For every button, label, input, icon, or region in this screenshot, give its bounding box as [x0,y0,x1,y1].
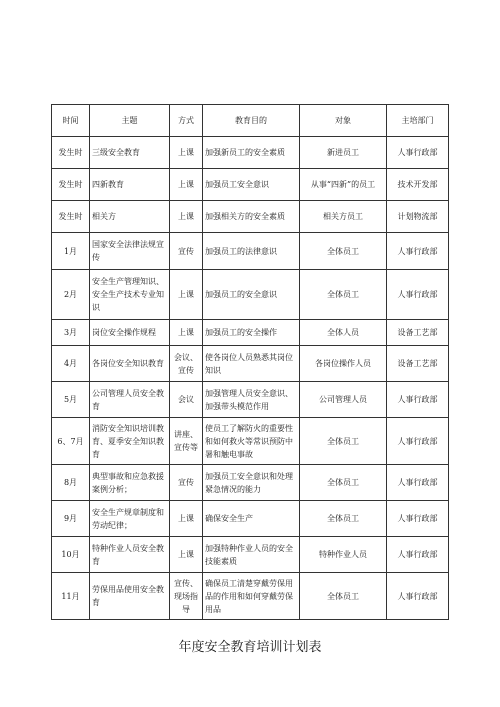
cell-time: 发生时 [52,201,90,233]
cell-topic: 特种作业人员安全教育 [90,537,170,573]
header-row [52,105,449,137]
cell-purpose: 加强相关方的安全素质 [203,201,300,233]
cell-method: 会议、宣传 [170,346,203,382]
cell-audience: 各岗位操作人员 [300,346,387,382]
table-row [52,169,449,201]
cell-department: 技术开发部 [387,169,449,201]
cell-department: 人事行政部 [387,537,449,573]
cell-topic: 劳保用品使用安全教育 [90,573,170,620]
header-cell-department: 主培部门 [387,105,449,137]
cell-method: 宣传、现场指导 [170,573,203,620]
cell-department: 人事行政部 [387,137,449,169]
cell-time: 发生时 [52,137,90,169]
cell-topic: 各岗位安全知识教育 [90,346,170,382]
table-row [52,137,449,169]
cell-method: 宣传 [170,465,203,501]
cell-time: 9月 [52,501,90,537]
cell-time: 2月 [52,270,90,320]
cell-time: 10月 [52,537,90,573]
table-row [52,320,449,346]
cell-purpose: 加强员工安全意识和处理紧急情况的能力 [203,465,300,501]
cell-department: 人事行政部 [387,573,449,620]
cell-audience: 特种作业人员 [300,537,387,573]
header-cell-topic: 主题 [90,105,170,137]
cell-audience: 全体员工 [300,501,387,537]
cell-topic: 国家安全法律法规宣传 [90,233,170,270]
table-row [52,233,449,270]
cell-method: 会议 [170,382,203,418]
header-cell-purpose: 教育目的 [203,105,300,137]
cell-time: 6、7月 [52,418,90,465]
cell-department: 人事行政部 [387,418,449,465]
header-cell-audience: 对象 [300,105,387,137]
cell-department: 人事行政部 [387,270,449,320]
cell-method: 上课 [170,201,203,233]
cell-method: 上课 [170,320,203,346]
table-row [52,346,449,382]
table-row [52,270,449,320]
cell-purpose: 使各岗位人员熟悉其岗位知识 [203,346,300,382]
cell-topic: 典型事故和应急救援案例分析； [90,465,170,501]
cell-method: 上课 [170,270,203,320]
cell-method: 上课 [170,169,203,201]
cell-department: 设备工艺部 [387,320,449,346]
cell-method: 讲座、宣传等 [170,418,203,465]
cell-department: 人事行政部 [387,465,449,501]
cell-topic: 四新教育 [90,169,170,201]
header-cell-time: 时间 [52,105,90,137]
cell-audience: 新进员工 [300,137,387,169]
table-row [52,382,449,418]
cell-time: 3月 [52,320,90,346]
cell-purpose: 加强员工的安全意识 [203,270,300,320]
cell-purpose: 加强新员工的安全素质 [203,137,300,169]
cell-department: 人事行政部 [387,382,449,418]
table-row [52,573,449,620]
cell-method: 上课 [170,137,203,169]
cell-time: 11月 [52,573,90,620]
table-row [52,201,449,233]
cell-purpose: 加强员工安全意识 [203,169,300,201]
cell-purpose: 加强特种作业人员的安全技能素质 [203,537,300,573]
cell-topic: 公司管理人员安全教育 [90,382,170,418]
cell-audience: 从事“四新”的员工 [300,169,387,201]
cell-time: 4月 [52,346,90,382]
cell-department: 人事行政部 [387,233,449,270]
table-row [52,418,449,465]
cell-purpose: 加强员工的法律意识 [203,233,300,270]
table-row [52,537,449,573]
cell-purpose: 加强员工的安全操作 [203,320,300,346]
cell-audience: 全体员工 [300,573,387,620]
cell-audience: 全体员工 [300,233,387,270]
cell-audience: 公司管理人员 [300,382,387,418]
header-cell-method: 方式 [170,105,203,137]
cell-topic: 岗位安全操作规程 [90,320,170,346]
cell-topic: 三级安全教育 [90,137,170,169]
table-row [52,501,449,537]
cell-department: 计划物流部 [387,201,449,233]
cell-department: 人事行政部 [387,501,449,537]
cell-method: 上课 [170,501,203,537]
table-row [52,465,449,501]
cell-purpose: 确保员工清楚穿戴劳保用品的作用和如何穿戴劳保用品 [203,573,300,620]
cell-topic: 安全生产管理知识、安全生产技术专业知识 [90,270,170,320]
cell-audience: 全体人员 [300,320,387,346]
cell-method: 宣传 [170,233,203,270]
cell-method: 上课 [170,537,203,573]
cell-purpose: 使员工了解防火的重要性和如何救火等常识预防中暑和触电事故 [203,418,300,465]
cell-time: 5月 [52,382,90,418]
cell-department: 设备工艺部 [387,346,449,382]
cell-audience: 全体员工 [300,270,387,320]
table-body [52,105,449,620]
cell-topic: 安全生产规章制度和劳动纪律； [90,501,170,537]
cell-topic: 消防安全知识培训教育、夏季安全知识教育 [90,418,170,465]
cell-purpose: 确保安全生产 [203,501,300,537]
cell-time: 发生时 [52,169,90,201]
cell-time: 1月 [52,233,90,270]
cell-topic: 相关方 [90,201,170,233]
cell-purpose: 加强管理人员安全意识、加强带头模范作用 [203,382,300,418]
table-caption: 年度安全教育培训计划表 [178,640,322,655]
cell-time: 8月 [52,465,90,501]
cell-audience: 全体员工 [300,418,387,465]
cell-audience: 全体员工 [300,465,387,501]
cell-audience: 相关方员工 [300,201,387,233]
training-plan-table [51,104,449,620]
